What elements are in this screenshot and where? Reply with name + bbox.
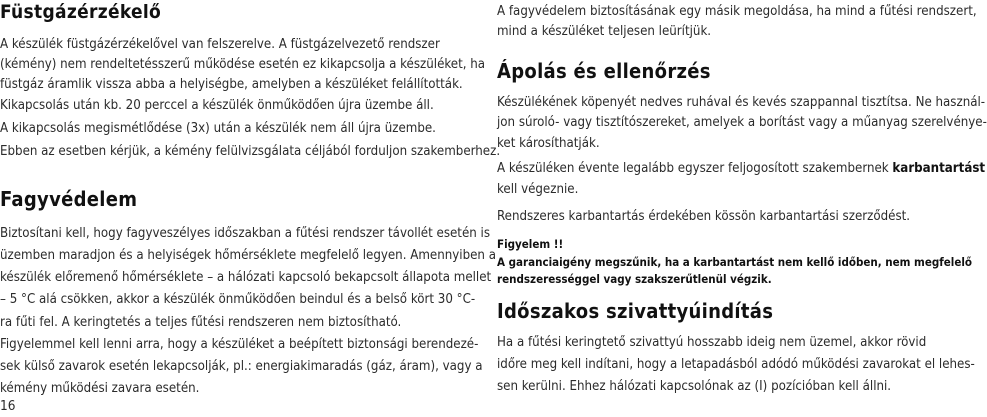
frost-text-line: sek külső zavarok esetén lekapcsolják, pl.: energiakimaradás (gáz, áram), vagy a bbox=[0, 359, 483, 374]
pump-text-line: időre meg kell indítani, hogy a letapadásból adódó működési zavarokat el lehes- bbox=[497, 357, 975, 372]
heading-care-inspection: Ápolás és ellenőrzés bbox=[497, 59, 711, 83]
smoke-text-line: Kikapcsolás után kb. 20 perccel a készülék önműködően újra üzembe áll. bbox=[0, 98, 434, 113]
frost-text-line: Biztosítani kell, hogy fagyveszélyes időszakban a fűtési rendszer távollét esetén is bbox=[0, 226, 491, 241]
smoke-text-line: (kémény) nem rendeltetésszerű működése esetén ez kikapcsolja a készüléket, ha bbox=[0, 57, 486, 72]
pump-text-line: Ha a fűtési keringtető szivattyú hosszabb ideig nem üzemel, akkor rövid bbox=[497, 335, 927, 350]
heading-pump-start: Időszakos szivattyúindítás bbox=[497, 299, 774, 323]
care-text-line: jon súroló- vagy tisztítószereket, amelyek a borítást vagy a műanyag szerelvénye- bbox=[497, 115, 987, 130]
care-service-text: A készüléken évente legalább egyszer feljogosított szakembernek bbox=[497, 161, 893, 176]
warning-title: Figyelem !! bbox=[497, 237, 564, 251]
smoke-text-line: A készülék füstgázérzékelővel van felszerelve. A füstgázelvezető rendszer bbox=[0, 37, 440, 52]
heading-smoke-sensor: Füstgázérzékelő bbox=[0, 1, 162, 23]
frost-cont-line: A fagyvédelem biztosításának egy másik megoldása, ha mind a fűtési rendszert, bbox=[497, 4, 977, 19]
smoke-text-line: A kikapcsolás megismétlődése (3x) után a készülék nem áll újra üzembe. bbox=[0, 121, 436, 136]
frost-cont-line: mind a készüléket teljesen leürítjük. bbox=[497, 24, 712, 39]
care-service-line bbox=[497, 159, 985, 178]
care-text-line: Készülékének köpenyét nedves ruhával és kevés szappannal tisztítsa. Ne használ- bbox=[497, 95, 986, 110]
pump-text-line: sen kerülni. Ehhez hálózati kapcsolónak az (I) pozícióban kell állni. bbox=[497, 379, 892, 394]
heading-frost-protection: Fagyvédelem bbox=[0, 187, 138, 211]
warning-line: A garanciaigény megszűnik, ha a karbantartást nem kellő időben, nem megfelelő bbox=[497, 255, 972, 269]
frost-text-line: ra fűti fel. A keringtetés a teljes fűtési rendszeren nem biztosítható. bbox=[0, 315, 402, 330]
smoke-text-line: füstgáz áramlik vissza abba a helyiségbe, amelyben a készüléket felállították. bbox=[0, 77, 463, 92]
care-service-line-2: kell végeznie. bbox=[497, 182, 579, 197]
care-service-bold: karbantartást bbox=[892, 161, 986, 176]
frost-text-line: kémény működési zavara esetén. bbox=[0, 381, 200, 396]
care-text-line: ket károsíthatják. bbox=[497, 136, 600, 151]
care-contract-line: Rendszeres karbantartás érdekében kössön karbantartási szerződést. bbox=[497, 209, 911, 224]
frost-text-line: üzemben maradjon és a helyiségek hőmérséklete megfelelő legyen. Amennyiben a bbox=[0, 248, 496, 263]
frost-text-line: – 5 °C alá csökken, akkor a készülék önműködően beindul és a belső kört 30 °C- bbox=[0, 292, 476, 307]
frost-text-line: készülék előremenő hőmérséklete – a hálózati kapcsoló bekapcsolt állapota mellet bbox=[0, 270, 492, 285]
frost-text-line: Figyelemmel kell lenni arra, hogy a készüléket a beépített biztonsági berendezé- bbox=[0, 337, 479, 352]
smoke-text-line: Ebben az esetben kérjük, a kémény felülvizsgálata céljából forduljon szakemberhez. bbox=[0, 144, 501, 159]
page-number: 16 bbox=[0, 398, 16, 414]
warning-line: rendszerességgel vagy szakszerűtlenül végzik. bbox=[497, 272, 772, 286]
